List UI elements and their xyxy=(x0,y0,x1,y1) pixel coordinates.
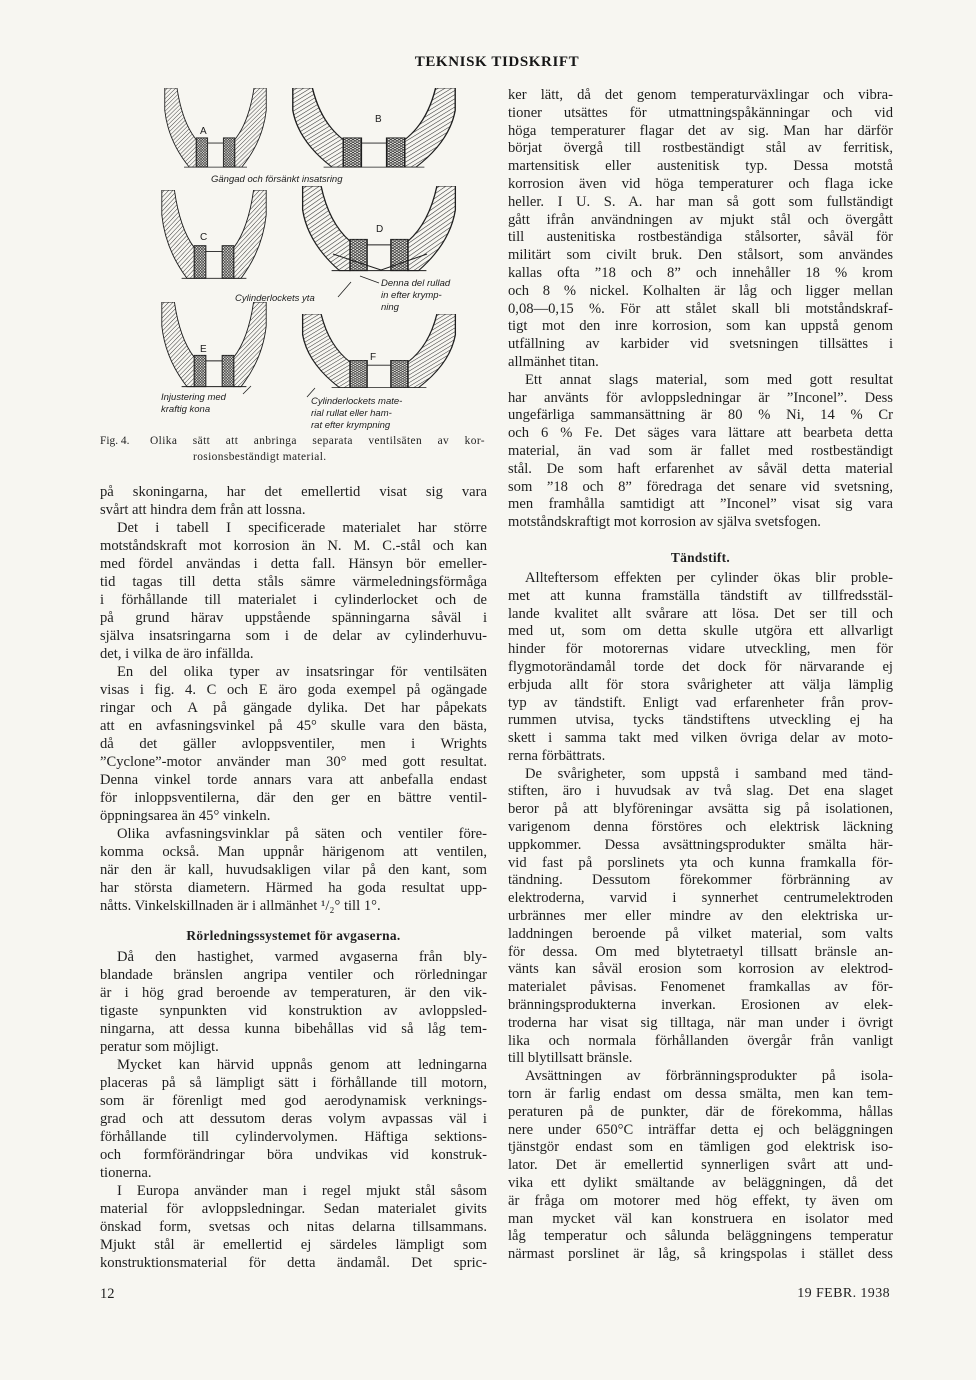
text-line: militärt som civilt bruk. Den stålsort, som användes xyxy=(508,247,893,264)
section-heading: Rörledningssystemet för avgaserna. xyxy=(186,928,401,943)
paragraph xyxy=(508,372,893,532)
text-line: I Europa använder man i regel mjukt stål såsom xyxy=(117,1183,487,1199)
text-line: material för avloppsledningar. Sedan materialet givits xyxy=(100,1201,487,1217)
text-line: närmast porslinet är låg, så kringspolas i stället dess xyxy=(508,1246,893,1263)
text-line: har största diametern. Härmed ha goda resultat upp- xyxy=(100,880,487,896)
text-line: Mycket kan härvid uppnås genom att ledningarna xyxy=(117,1057,487,1073)
drawing-panel-e xyxy=(162,302,266,387)
paragraph xyxy=(508,766,893,1069)
page-number: 12 xyxy=(100,1286,115,1302)
panel-label-c: C xyxy=(200,232,208,243)
label-threaded-insert: Gängad och försänkt insatsring xyxy=(211,174,343,185)
text-line: på skoningarna, har det emellertid visat sig vara xyxy=(100,484,487,500)
caption-text-line: rosionsbeständigt material. xyxy=(193,451,327,463)
text-line: höga temperaturer flagar det av sig. Man har därför xyxy=(508,122,893,139)
right-text-column xyxy=(508,87,893,1264)
label-rolled-line: in efter krymp- xyxy=(381,290,442,301)
paragraph xyxy=(100,663,487,825)
text-line: rummen utvisa, tycks tändstiftens utveckling ej ha xyxy=(508,712,893,729)
text-line: urbrännes mer eller mindre av den elektriska ur- xyxy=(508,908,893,925)
text-line: låg temperatur och sålunda beläggningens temperatur xyxy=(508,1228,893,1245)
panel-label-e: E xyxy=(200,344,207,355)
text-line: tionerna. xyxy=(100,1165,152,1181)
text-line: erbjuda allt för stora svårigheter att välja lämplig xyxy=(508,676,893,693)
text-line: har använts för avloppsledningar är ”Inconel”. Dess xyxy=(508,389,893,406)
text-line: tid tagas till detta ståls sämre värmeledningsförmåga xyxy=(100,574,487,590)
label-hammered-line: rial rullat eller ham- xyxy=(311,408,392,419)
text-line: stål. De som haft erfarenhet av såväl detta material xyxy=(508,460,893,477)
text-line: med ut, som om detta skulle utgöra ett allvarligt xyxy=(508,623,893,640)
text-line: materialet påvisas. Fenomenet framkallas av för- xyxy=(508,979,893,996)
text-line: hinder för motorernas vidare utveckling, men för xyxy=(508,641,893,658)
text-line: heller. I U. S. A. har man så gott som fullständigt xyxy=(508,193,893,210)
label-cone-line: kraftig kona xyxy=(161,404,211,415)
text-line: konstruktionsmaterial för detta ändamål. Det spric- xyxy=(100,1255,487,1271)
text-line: önskad form, svetsas och nitas delarna tillsammans. xyxy=(100,1219,487,1235)
text-line: ker lätt, då det genom temperaturväxlingar och vibra- xyxy=(508,87,893,103)
text-line: som är förenligt med god aerodynamisk verknings- xyxy=(100,1093,487,1109)
text-line: lika och normala förhållanden övergår från vanligt xyxy=(508,1032,893,1049)
panel-label-f: F xyxy=(370,352,377,363)
paragraph xyxy=(100,825,487,915)
text-line: lande kvalitet allt svårare att lösa. Det ser till och xyxy=(508,605,893,622)
text-line: korrosion även vid höga temperaturer och flaga icke xyxy=(508,175,893,192)
paragraph xyxy=(508,87,893,372)
text-line: för dessa. Om med blytetraetyl tillsatt bränsle an- xyxy=(508,943,893,960)
text-line: svårt att hindra dem från att lossna. xyxy=(100,502,306,518)
label-hammered-line: Cylinderlockets mate- xyxy=(311,396,403,407)
drawing-panel-f xyxy=(303,314,456,388)
panel-label-d: D xyxy=(376,224,384,235)
paragraph xyxy=(100,483,487,519)
text-line: tioner utsättes för utmattningspåkänningar och vid xyxy=(508,104,893,121)
text-line: vänts kan såväl erosion som korrosion av elektrod- xyxy=(508,961,893,978)
text-line: då det gäller avloppsventiler, men i Wrights xyxy=(100,736,487,752)
text-line: beror på att blyföreningar avsätta sig på isolationen, xyxy=(508,801,893,818)
text-line: komma också. Man uppnår härigenom att ventilen, xyxy=(100,844,487,860)
text-line: De svårigheter, som uppstå i samband med tänd- xyxy=(525,765,893,782)
text-line: ningarna, att dessa kunna bibehållas vid så låg tem- xyxy=(100,1021,487,1037)
paragraph xyxy=(100,1056,487,1182)
text-line: är i hög grad beroende av temperaturen, är den vik- xyxy=(100,985,487,1001)
text-line: som ”18 och 8” föredraga det senare vid svetsning, xyxy=(508,478,893,495)
text-line: och 8 % nickel. Kolhalten är låg och ligger mellan xyxy=(508,282,893,299)
figure-valve-seat-inserts xyxy=(155,82,465,434)
text-line: tigt mot den inre korrosion, som kan uppstå genom xyxy=(508,318,893,335)
text-line: skett i samma takt med vilken övriga delar av moto- xyxy=(508,730,893,747)
paragraph xyxy=(100,1182,487,1272)
running-head-title: TEKNISK TIDSKRIFT xyxy=(414,54,580,70)
leader-line-cone xyxy=(243,386,251,394)
text-line: vid fast på porslinets yta och kunna framkalla för- xyxy=(508,854,893,871)
text-line: på grund härav uppstående spänningarna såväl i xyxy=(100,610,487,626)
text-line: peraturen på de punkter, där de förekomma, hållas xyxy=(508,1103,893,1120)
text-line: blandade bränslen angripa ventiler och rörledningar xyxy=(100,967,487,983)
label-rolled-line: Denna del rullad xyxy=(381,278,451,289)
text-line: varigenom denna förstöres och elektrisk läckning xyxy=(508,819,893,836)
text-line: 0,08—0,15 %. För att stålet skall bli motståndskraf- xyxy=(508,300,893,317)
paragraph xyxy=(100,948,487,1056)
paragraph xyxy=(508,570,893,766)
text-line: motståndskraft mot korrosion än N. M. C.-stål och kan xyxy=(100,538,487,554)
text-line: till austenitiska rostbeständiga stålsorter, såväl för xyxy=(508,229,893,246)
text-line: rerna förbättrats. xyxy=(508,747,606,764)
text-line: visas i fig. 4. C och E äro goda exempel på ogängade xyxy=(100,682,487,698)
leader-line-surface xyxy=(338,282,351,297)
text-line: man mycket väl kan konstruera en isolator med xyxy=(508,1210,893,1227)
text-line: Mjukt stål är emellertid ej särdeles lämpligt som xyxy=(100,1237,487,1253)
text-line: Avsättningen av förbränningsprodukter på isola- xyxy=(525,1068,893,1085)
panel-label-a: A xyxy=(200,126,207,137)
text-line: flygmotorändamål torde det dock för närvarande ej xyxy=(508,658,893,675)
panel-label-b: B xyxy=(375,114,382,125)
text-line: martensitisk eller austenitisk typ. Dessa motstå xyxy=(508,158,893,175)
text-line: Då den hastighet, varmed avgaserna från bly- xyxy=(117,949,487,965)
paragraph xyxy=(100,519,487,663)
text-line: för inloppsventilerna, där den ger en bättre ventil- xyxy=(100,790,487,806)
figure-caption xyxy=(100,433,487,465)
text-line: stiften, äro i huvudsak av två slag. Det ena slaget xyxy=(508,783,893,800)
text-line: nere under 650°C inträffar detta ej och beläggningen xyxy=(508,1121,893,1138)
text-line: det, i vilka de äro infällda. xyxy=(100,646,254,662)
section-heading: Tändstift. xyxy=(670,549,731,565)
label-cone-line: Injustering med xyxy=(161,392,226,403)
text-line: material, än vad som är fallet med rostbeständigt xyxy=(508,442,893,459)
label-hammered-line: rat efter krympning xyxy=(311,420,391,431)
text-line: typ av tändstift. Enligt vad erfarenheter från prov- xyxy=(508,694,893,711)
drawing-panel-a xyxy=(165,88,267,167)
text-line: bränningsprodukterna inverkan. Erosionen av elek- xyxy=(508,997,893,1014)
text-line: allmänhet titan. xyxy=(508,353,599,370)
text-line: Olika avfasningsvinklar på säten och ventiler före- xyxy=(117,826,487,842)
text-line: Det i tabell I specificerade materialet har större xyxy=(117,520,487,536)
text-line: att en avfasningsvinkel på 45° skulle vara den bästa, xyxy=(100,718,487,734)
caption-row xyxy=(100,433,487,449)
text-line: peratur som möjligt. xyxy=(100,1039,219,1055)
text-line: börjat övergå till rostbeständigt stål av ferritisk, xyxy=(508,140,893,157)
text-line: i förhållande till materialet i cylinderlocket och de xyxy=(100,592,487,608)
text-line: laddningen beroende på vilket material, som valts xyxy=(508,925,893,942)
text-line: placeras på så lämpligt sätt i förhållande till motorn, xyxy=(100,1075,487,1091)
text-line: tigaste synpunkten vid konstruktion av avloppsled- xyxy=(100,1003,487,1019)
text-line: när den är kall, huvudsakligen vilar på den kant, som xyxy=(100,862,487,878)
text-line: motståndskraftigt mot korrosion av själva svetsfogen. xyxy=(508,514,821,531)
text-line: Denna vinkel torde annars vara att anbefalla endast xyxy=(100,772,487,788)
caption-text-line: Olika sätt att anbringa separata ventilsäten av kor- xyxy=(150,435,485,447)
text-line: vika ett dylikt smältande av beläggningen, då det xyxy=(508,1175,893,1192)
text-line: ungefärliga sammansättning är 80 % Ni, 14 % Cr xyxy=(508,407,893,424)
text-line: ”Cyclone”-motor använder man 30° med gott resultat. xyxy=(100,754,487,770)
text-line: nåtts. Vinkelskillnaden är i allmänhet ¹/₂° till 1°. xyxy=(100,898,381,914)
text-line: ringar och A på gängade dylika. Det har påpekats xyxy=(100,700,487,716)
text-line: uppkommer. Dessa avsättningsprodukter smälta här- xyxy=(508,836,893,853)
drawing-panel-c xyxy=(162,190,266,278)
text-line: lator. Det är emellertid synnerligen svårt att und- xyxy=(508,1157,893,1174)
text-line: Ett annat slags material, som med gott resultat xyxy=(525,371,893,388)
text-line: men framhålla samtidigt att ”Inconel” visat sig vara xyxy=(508,496,893,513)
caption-figure-number: Fig. 4. xyxy=(100,435,130,447)
text-line: troderna har visat sig tilltaga, när man under i övrigt xyxy=(508,1014,893,1031)
text-line: grad och att dessutom deras volym avpassas väl i xyxy=(100,1111,487,1127)
label-cylinder-head-surface: Cylinderlockets yta xyxy=(235,293,315,304)
text-line: kallas ofta ”18 och 8” och innehåller 18 % krom xyxy=(508,264,893,281)
issue-date: 19 FEBR. 1938 xyxy=(797,1286,890,1301)
text-line: öppningsarea än 45° vinkeln. xyxy=(100,808,271,824)
text-line: är fråga om motorer med hög effekt, ty även om xyxy=(508,1192,893,1209)
text-line: och formförändringar böra undvikas vid konstruk- xyxy=(100,1147,487,1163)
text-line: met att kunna framställa tändstift av tillfredsstäl- xyxy=(508,587,893,604)
text-line: gått ifrån användningen av mjukt stål och övergått xyxy=(508,211,893,228)
drawing-panel-b xyxy=(293,88,455,167)
text-line: tjänstgör endast som en tämligen god elektrisk iso- xyxy=(508,1139,893,1156)
text-line: själva insatsringarna som i de delar av cylinderhuvu- xyxy=(100,628,487,644)
text-line: till blytillsatt bränsle. xyxy=(508,1050,633,1067)
text-line: torn är farlig endast om dessa smälta, men kan tem- xyxy=(508,1086,893,1103)
text-line: Allteftersom effekten per cylinder ökas blir proble- xyxy=(525,569,893,586)
text-line: och 6 % Fe. Det säges vara lättare att bearbeta detta xyxy=(508,425,893,442)
text-line: tändning. Dessutom förekommer förbränning av xyxy=(508,872,893,889)
leader-line-rolled xyxy=(360,276,379,283)
left-text-column xyxy=(100,483,487,1272)
text-line: En del olika typer av insatsringar för ventilsäten xyxy=(117,664,487,680)
text-line: med fördel användas i detta fall. Hänsyn bör emeller- xyxy=(100,556,487,572)
text-line: förhållande till cylindervolymen. Häftiga sektions- xyxy=(100,1129,487,1145)
paragraph xyxy=(508,1068,893,1264)
text-line: elektroderna, varvid i synnerhet centrumelektroden xyxy=(508,890,893,907)
text-line: utfällning av karbider vid svetsningen tillsättes i xyxy=(508,336,893,353)
label-rolled-line: ning xyxy=(381,302,399,313)
